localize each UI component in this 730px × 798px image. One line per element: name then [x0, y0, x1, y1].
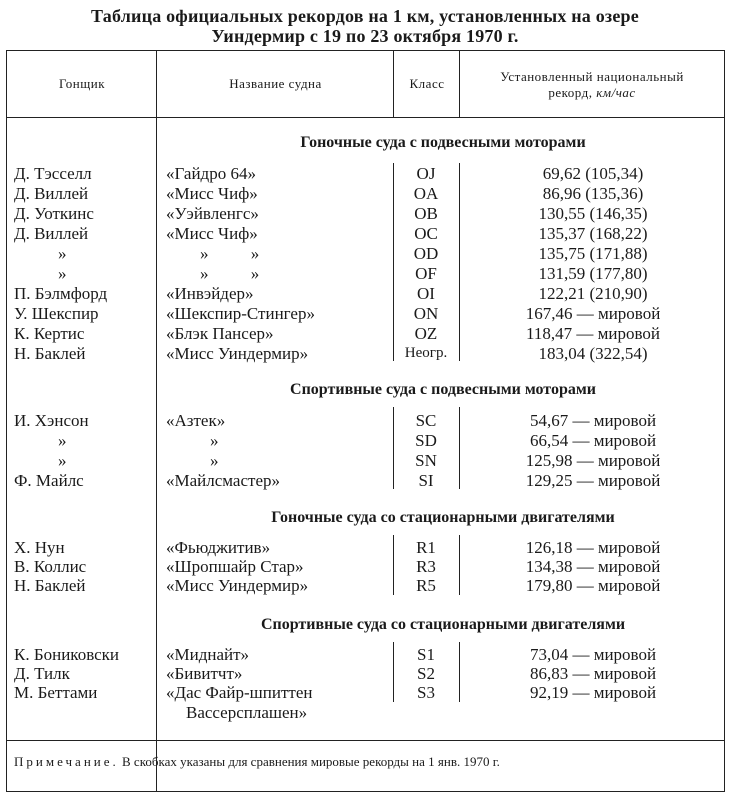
record-cell: 86,96 (135,36)	[542, 184, 644, 203]
table-row	[0, 303, 730, 324]
class-cell: OB	[414, 204, 438, 223]
class-cell: ON	[413, 304, 439, 323]
class-cell: SN	[415, 451, 437, 470]
record-cell: 135,37 (168,22)	[538, 224, 648, 243]
boat-cell: «Майлсмастер»	[166, 471, 280, 490]
racer-cell: Ф. Майлс	[14, 471, 84, 490]
record-cell: 129,25 — мировой	[525, 471, 661, 490]
record-cell: 54,67 — мировой	[529, 411, 657, 430]
class-cell: R5	[416, 576, 436, 595]
class-cell: OI	[417, 284, 435, 303]
table-title-line-1: Таблица официальных рекордов на 1 км, установленных на озере	[91, 6, 639, 26]
boat-cell: «Уэйвленгс»	[166, 204, 259, 223]
racer-cell: В. Коллис	[14, 557, 87, 576]
table-row	[0, 682, 730, 703]
table-row	[0, 470, 730, 491]
racer-cell: Д. Уоткинс	[14, 204, 94, 223]
table-row	[0, 450, 730, 471]
racer-cell: К. Бониковски	[14, 645, 120, 664]
record-cell: 92,19 — мировой	[529, 683, 657, 702]
header-record-line-2	[461, 85, 723, 100]
record-cell: 73,04 — мировой	[529, 645, 657, 664]
racer-cell: Д. Виллей	[14, 224, 89, 243]
boat-cell: «Фьюджитив»	[166, 538, 271, 557]
table-row	[0, 556, 730, 577]
racer-cell: Х. Нун	[14, 538, 65, 557]
record-cell: 130,55 (146,35)	[538, 204, 648, 223]
racer-cell: »	[58, 244, 67, 263]
boat-cell: »	[210, 431, 219, 450]
racer-cell: Д. Тилк	[14, 664, 70, 683]
record-cell: 69,62 (105,34)	[542, 164, 644, 183]
record-cell: 135,75 (171,88)	[538, 244, 648, 263]
boat-cell: «Гайдро 64»	[166, 164, 256, 183]
record-cell: 66,54 — мировой	[529, 431, 657, 450]
racer-cell: К. Кертис	[14, 324, 85, 343]
table-row	[0, 163, 730, 184]
class-cell: OD	[413, 244, 439, 263]
section-title: Гоночные суда со стационарными двигателями	[271, 509, 615, 526]
table-row	[0, 663, 730, 684]
table-row	[0, 644, 730, 665]
boat-cell: «Блэк Пансер»	[166, 324, 274, 343]
racer-cell: У. Шекспир	[14, 304, 99, 323]
header-boat: Название судна	[229, 76, 322, 91]
racer-cell: И. Хэнсон	[14, 411, 89, 430]
table-row	[0, 183, 730, 204]
header-divider	[6, 117, 725, 118]
section-title: Гоночные суда с подвесными моторами	[300, 134, 586, 151]
class-cell: R3	[416, 557, 436, 576]
boat-cell: «Мисс Уиндермир»	[166, 344, 309, 363]
table-row	[0, 537, 730, 558]
record-cell: 86,83 — мировой	[529, 664, 657, 683]
class-cell: SI	[418, 471, 434, 490]
table-footnote	[14, 754, 724, 770]
boat-cell: «Азтек»	[166, 411, 226, 430]
table-row	[0, 223, 730, 244]
class-cell: Неогр.	[404, 345, 448, 361]
boat-cell: «Дас Файр-шпиттен	[166, 683, 313, 702]
boat-cell: «Шропшайр Стар»	[166, 557, 304, 576]
boat-cell: » »	[200, 244, 260, 263]
footnote-label: Примечание.	[14, 754, 119, 769]
boat-cell: »	[210, 451, 219, 470]
record-cell: 183,04 (322,54)	[538, 344, 648, 363]
class-cell: S3	[417, 683, 435, 702]
record-cell: 118,47 — мировой	[526, 324, 660, 343]
class-cell: OA	[413, 184, 439, 203]
racer-cell: Д. Тэсселл	[14, 164, 92, 183]
record-cell: 134,38 — мировой	[525, 557, 661, 576]
table-row	[0, 343, 730, 364]
racer-cell: Н. Баклей	[14, 576, 86, 595]
boat-cell: «Шекспир-Стингер»	[166, 304, 315, 323]
class-cell: OZ	[414, 324, 438, 343]
racer-cell: »	[58, 264, 67, 283]
boat-cell-continuation: Вассерсплашен»	[186, 703, 308, 722]
record-cell: 125,98 — мировой	[525, 451, 661, 470]
racer-cell: Н. Баклей	[14, 344, 86, 363]
boat-cell: «Миднайт»	[166, 645, 250, 664]
table-row	[0, 430, 730, 451]
class-cell: S2	[417, 664, 435, 683]
class-cell: R1	[416, 538, 436, 557]
header-class: Класс	[409, 76, 445, 91]
table-row	[0, 323, 730, 344]
class-cell: S1	[417, 645, 435, 664]
racer-cell: »	[58, 431, 67, 450]
column-rule-boat-header	[393, 51, 394, 117]
header-record-line-1: Установленный национальный	[500, 69, 684, 84]
header-racer: Гонщик	[58, 76, 106, 91]
boat-cell: «Бивитчт»	[166, 664, 243, 683]
class-cell: OF	[415, 264, 437, 283]
class-cell: OJ	[416, 164, 436, 183]
table-row	[0, 410, 730, 431]
class-cell: SC	[415, 411, 437, 430]
table-row	[0, 203, 730, 224]
footnote-text: В скобках указаны для сравнения мировые рекорды на 1 янв. 1970 г.	[122, 754, 500, 769]
boat-cell: «Мисс Уиндермир»	[166, 576, 309, 595]
section-title: Спортивные суда с подвесными моторами	[290, 381, 596, 398]
record-cell: 179,80 — мировой	[525, 576, 661, 595]
footer-divider	[6, 740, 725, 741]
header-record-word: рекорд,	[548, 85, 593, 100]
record-cell: 167,46 — мировой	[525, 304, 661, 323]
boat-cell: «Мисс Чиф»	[166, 224, 258, 243]
record-cell: 122,21 (210,90)	[538, 284, 648, 303]
boat-cell: «Инвэйдер»	[166, 284, 254, 303]
racer-cell: Д. Виллей	[14, 184, 89, 203]
table-row	[0, 263, 730, 284]
racer-cell: П. Бэлмфорд	[14, 284, 108, 303]
header-record-unit: км/час	[596, 85, 636, 100]
table-row	[0, 575, 730, 596]
class-cell: SD	[415, 431, 437, 450]
record-cell: 126,18 — мировой	[525, 538, 661, 557]
racer-cell: »	[58, 451, 67, 470]
record-cell: 131,59 (177,80)	[538, 264, 648, 283]
class-cell: OC	[414, 224, 438, 243]
section-title: Спортивные суда со стационарными двигателями	[260, 616, 626, 633]
column-rule-class-header	[459, 51, 460, 117]
boat-cell: «Мисс Чиф»	[166, 184, 258, 203]
racer-cell: М. Беттами	[14, 683, 98, 702]
table-title-line-2: Уиндермир с 19 по 23 октября 1970 г.	[211, 26, 519, 46]
table-row	[0, 243, 730, 264]
table-row	[0, 283, 730, 304]
table-row	[0, 702, 730, 723]
boat-cell: » »	[200, 264, 260, 283]
